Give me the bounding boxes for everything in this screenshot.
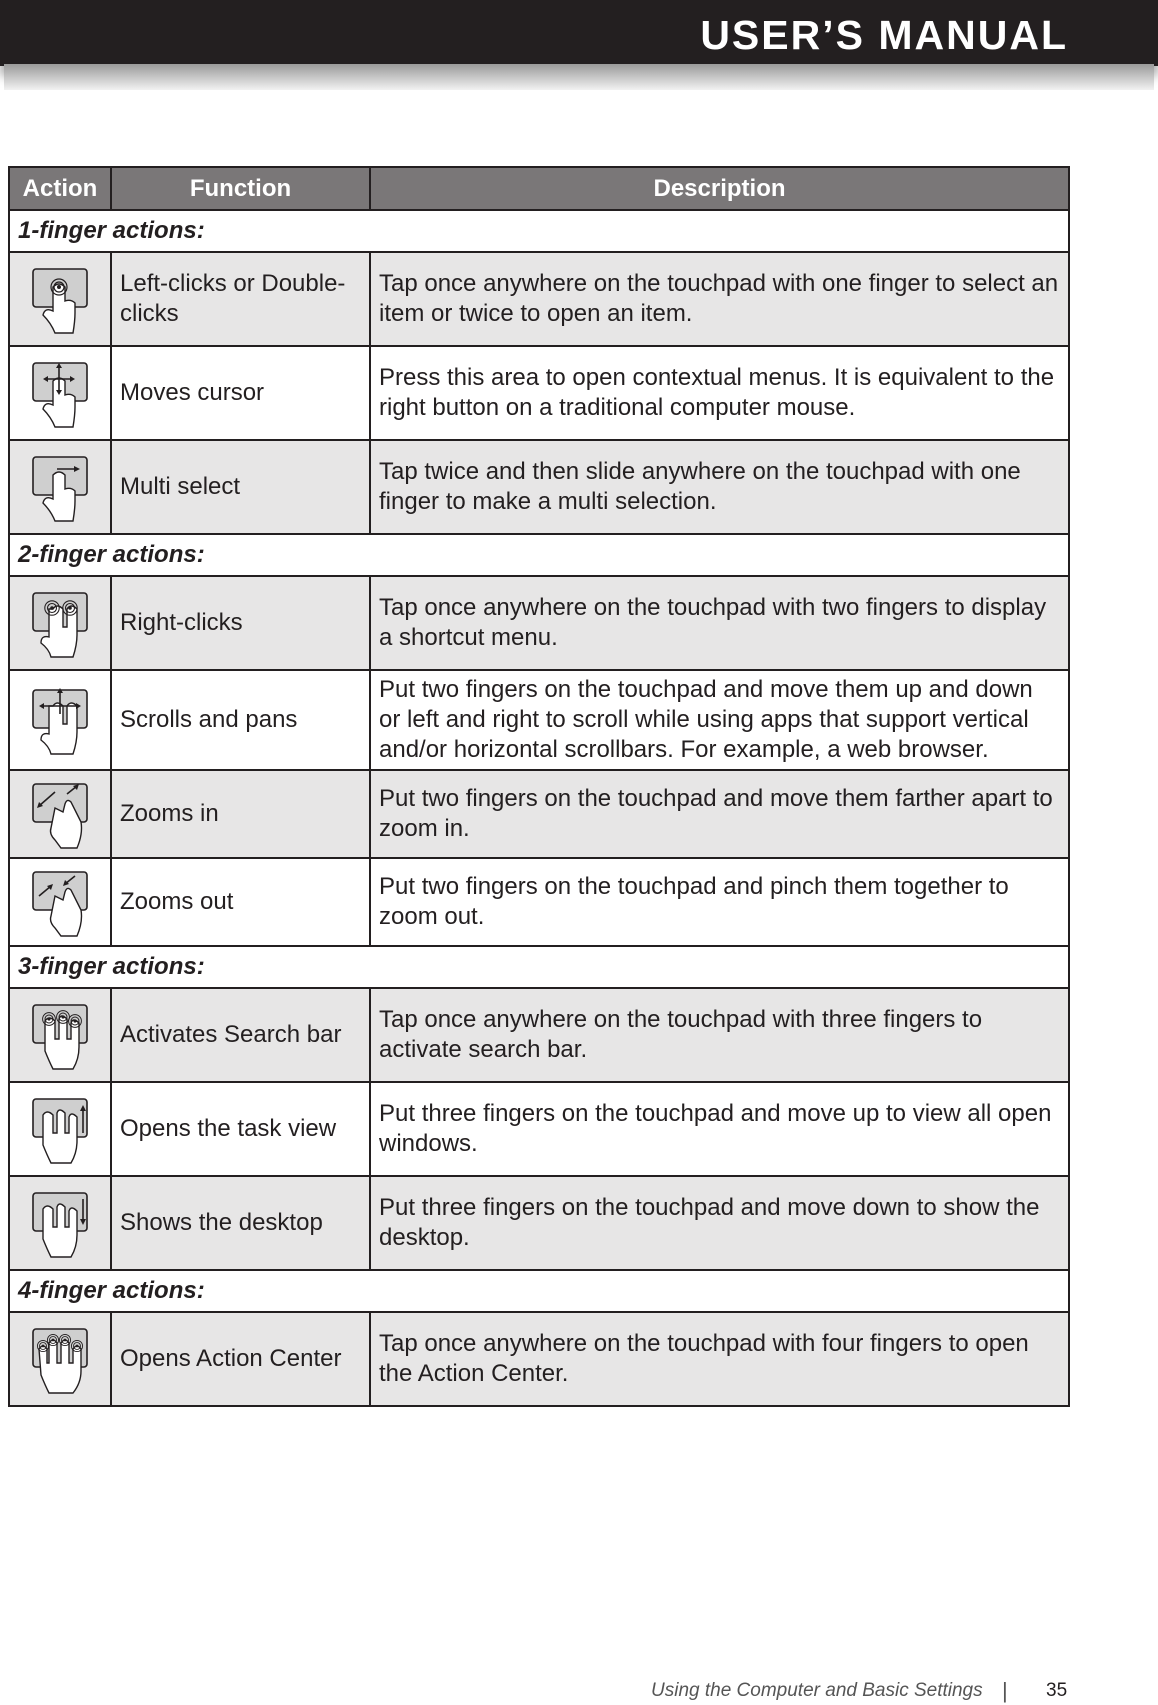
three-finger-swipe-up-icon [27,1093,93,1165]
section-row [9,534,1069,576]
manual-title: USER’S MANUAL [700,12,1068,58]
page-number: 35 [1046,1680,1068,1701]
function-cell: Opens Action Center [111,1312,370,1406]
header-shadow [4,64,1154,90]
table-row [9,988,1069,1082]
table-row [9,770,1069,858]
description-cell: Put three fingers on the touchpad and move up to view all open windows. [370,1082,1069,1176]
table-row [9,346,1069,440]
description-cell: Put two fingers on the touchpad and move them farther apart to zoom in. [370,770,1069,858]
table-row [9,1082,1069,1176]
action-cell [9,440,111,534]
function-cell: Activates Search bar [111,988,370,1082]
function-cell: Right-clicks [111,576,370,670]
section-row [9,210,1069,252]
table-row [9,858,1069,946]
table-row [9,252,1069,346]
action-cell [9,670,111,770]
section-row [9,946,1069,988]
function-cell: Shows the desktop [111,1176,370,1270]
section-label: 2-finger actions: [9,534,1069,576]
description-cell: Put two fingers on the touchpad and pinch them together to zoom out. [370,858,1069,946]
two-finger-tap-icon [27,587,93,659]
action-cell [9,576,111,670]
table-header-row [9,167,1069,210]
table-row [9,440,1069,534]
section-row [9,1270,1069,1312]
section-label: 1-finger actions: [9,210,1069,252]
action-cell [9,1312,111,1406]
table-row [9,1176,1069,1270]
footer-separator: | [1002,1678,1008,1703]
function-cell: Left-clicks or Double-clicks [111,252,370,346]
action-cell [9,770,111,858]
description-cell: Press this area to open contextual menus. It is equivalent to the right button on a traditional computer mouse. [370,346,1069,440]
column-header-action: Action [9,167,111,210]
three-finger-swipe-down-icon [27,1187,93,1259]
column-header-function: Function [111,167,370,210]
pinch-in-icon [27,866,93,938]
table-row [9,670,1069,770]
one-finger-move-icon [27,357,93,429]
column-header-description: Description [370,167,1069,210]
four-finger-tap-icon [27,1323,93,1395]
description-cell: Tap once anywhere on the touchpad with three fingers to activate search bar. [370,988,1069,1082]
description-cell: Tap once anywhere on the touchpad with two fingers to display a shortcut menu. [370,576,1069,670]
one-finger-slide-icon [27,451,93,523]
action-cell [9,1176,111,1270]
function-cell: Moves cursor [111,346,370,440]
description-cell: Put two fingers on the touchpad and move them up and down or left and right to scroll while using apps that support vertical and/or horizontal scrollbars. For example, a web browser. [370,670,1069,770]
section-label: 3-finger actions: [9,946,1069,988]
function-cell: Zooms in [111,770,370,858]
gesture-table [8,166,1070,1407]
function-cell: Scrolls and pans [111,670,370,770]
description-cell: Tap once anywhere on the touchpad with four fingers to open the Action Center. [370,1312,1069,1406]
function-cell: Opens the task view [111,1082,370,1176]
description-cell: Tap twice and then slide anywhere on the touchpad with one finger to make a multi selection. [370,440,1069,534]
description-cell: Put three fingers on the touchpad and move down to show the desktop. [370,1176,1069,1270]
pinch-out-icon [27,778,93,850]
function-cell: Multi select [111,440,370,534]
two-finger-scroll-icon [27,684,93,756]
action-cell [9,1082,111,1176]
table-row [9,576,1069,670]
action-cell [9,252,111,346]
footer-section-title: Using the Computer and Basic Settings [651,1680,983,1701]
one-finger-tap-icon [27,263,93,335]
action-cell [9,858,111,946]
action-cell [9,988,111,1082]
action-cell [9,346,111,440]
description-cell: Tap once anywhere on the touchpad with one finger to select an item or twice to open an item. [370,252,1069,346]
three-finger-tap-icon [27,999,93,1071]
header-bar [0,0,1158,66]
function-cell: Zooms out [111,858,370,946]
table-row [9,1312,1069,1406]
section-label: 4-finger actions: [9,1270,1069,1312]
